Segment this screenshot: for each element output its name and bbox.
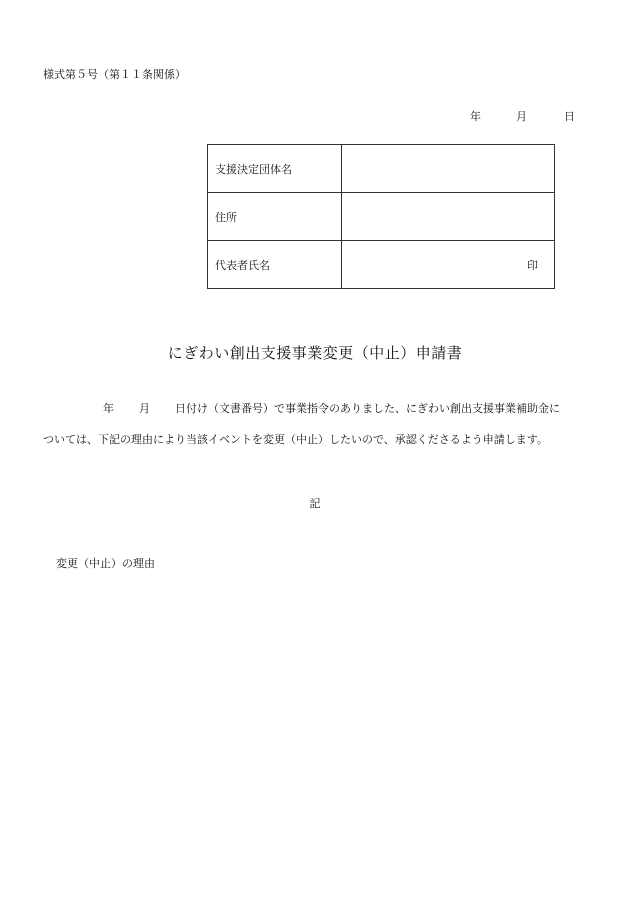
organization-name-field[interactable] (342, 145, 555, 193)
representative-name-field[interactable] (342, 241, 555, 289)
applicant-info-table (207, 144, 555, 289)
body-line-2-text: ついては、下記の理由により当該イベントを変更（中止）したいので、承認くださるよう申請します。 (43, 433, 548, 446)
document-title: にぎわい創出支援事業変更（中止）申請書 (167, 344, 463, 362)
table-row (208, 193, 555, 241)
body-month-label: 月 (139, 402, 150, 415)
organization-name-label: 支援決定団体名 (208, 145, 342, 193)
ki-heading: 記 (309, 497, 321, 510)
body-line-1-text: 日付け（文書番号）で事業指令のありました、にぎわい創出支援事業補助金に (175, 402, 560, 415)
form-number: 様式第５号（第１１条関係） (43, 68, 186, 81)
date-month-label: 月 (516, 110, 527, 123)
body-year-label: 年 (103, 402, 114, 415)
date-day-label: 日 (564, 110, 575, 123)
seal-mark: 印 (527, 258, 538, 272)
table-row (208, 241, 555, 289)
date-year-label: 年 (470, 110, 481, 123)
table-row (208, 145, 555, 193)
representative-name-label: 代表者氏名 (208, 241, 342, 289)
address-field[interactable] (342, 193, 555, 241)
address-label: 住所 (208, 193, 342, 241)
reason-heading: 変更（中止）の理由 (56, 557, 155, 570)
